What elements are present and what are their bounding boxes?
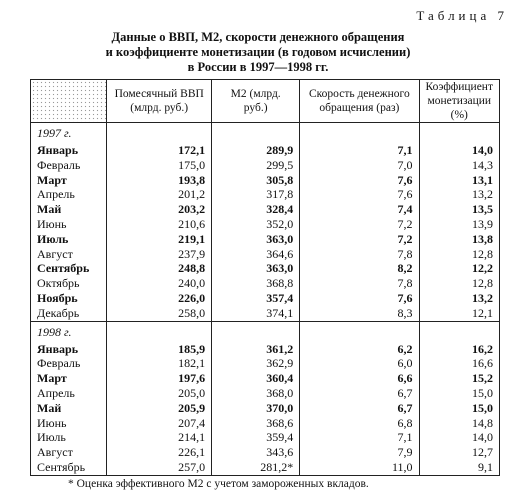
velocity-cell: 7,9 [300, 445, 419, 460]
table-row [31, 291, 500, 306]
month-cell: Июнь [31, 217, 107, 232]
m2-cell: 305,8 [212, 173, 300, 188]
m2-cell: 364,6 [212, 247, 300, 262]
empty-cell [212, 123, 300, 144]
title-line-1: Данные о ВВП, М2, скорости денежного обращения [111, 30, 405, 44]
velocity-cell: 7,6 [300, 291, 419, 306]
gdp-cell: 207,4 [107, 416, 212, 431]
velocity-cell: 6,8 [300, 416, 419, 431]
m2-cell: 299,5 [212, 158, 300, 173]
monetization-cell: 14,3 [419, 158, 499, 173]
monetization-column-header: Коэффициент монетизации (%) [419, 80, 499, 123]
month-cell: Октябрь [31, 276, 107, 291]
monetization-cell: 12,7 [419, 445, 499, 460]
monetization-cell: 13,2 [419, 291, 499, 306]
gdp-cell: 257,0 [107, 460, 212, 475]
month-cell: Январь [31, 342, 107, 357]
monetization-cell: 13,2 [419, 187, 499, 202]
m2-cell: 362,9 [212, 356, 300, 371]
gdp-cell: 172,1 [107, 143, 212, 158]
empty-cell [212, 321, 300, 342]
m2-cell: 363,0 [212, 261, 300, 276]
m2-cell: 368,8 [212, 276, 300, 291]
m2-cell: 363,0 [212, 232, 300, 247]
gdp-cell: 210,6 [107, 217, 212, 232]
m2-cell: 359,4 [212, 430, 300, 445]
empty-cell [107, 123, 212, 144]
monetization-cell: 13,5 [419, 202, 499, 217]
table-row [31, 143, 500, 158]
monetization-cell: 15,2 [419, 371, 499, 386]
velocity-cell: 7,1 [300, 430, 419, 445]
monetization-cell: 12,8 [419, 247, 499, 262]
month-cell: Январь [31, 143, 107, 158]
empty-cell [419, 123, 499, 144]
velocity-cell: 11,0 [300, 460, 419, 475]
m2-cell: 352,0 [212, 217, 300, 232]
velocity-cell: 7,4 [300, 202, 419, 217]
gdp-cell: 240,0 [107, 276, 212, 291]
year-label: 1997 г. [31, 123, 107, 144]
table-body [31, 123, 500, 476]
empty-cell [419, 321, 499, 342]
month-cell: Май [31, 202, 107, 217]
table-row [31, 276, 500, 291]
table-row [31, 158, 500, 173]
empty-cell [300, 123, 419, 144]
gdp-cell: 219,1 [107, 232, 212, 247]
gdp-column-header: Помесячный ВВП (млрд. руб.) [107, 80, 212, 123]
velocity-cell: 6,2 [300, 342, 419, 357]
velocity-cell: 6,7 [300, 401, 419, 416]
velocity-column-header: Скорость денежного обращения (раз) [300, 80, 419, 123]
table-row [31, 342, 500, 357]
month-cell: Март [31, 173, 107, 188]
table-row [31, 187, 500, 202]
year-row [31, 321, 500, 342]
month-cell: Апрель [31, 386, 107, 401]
title-line-3: в России в 1997—1998 гг. [187, 60, 329, 74]
month-cell: Сентябрь [31, 460, 107, 475]
gdp-cell: 193,8 [107, 173, 212, 188]
m2-cell: 368,0 [212, 386, 300, 401]
gdp-cell: 175,0 [107, 158, 212, 173]
m2-column-header: М2 (млрд. руб.) [212, 80, 300, 123]
year-row [31, 123, 500, 144]
velocity-cell: 7,6 [300, 187, 419, 202]
m2-cell: 343,6 [212, 445, 300, 460]
monetization-cell: 9,1 [419, 460, 499, 475]
table-row [31, 173, 500, 188]
month-cell: Май [31, 401, 107, 416]
table-row [31, 202, 500, 217]
monetization-cell: 14,0 [419, 430, 499, 445]
month-cell: Июнь [31, 416, 107, 431]
monetization-cell: 12,1 [419, 306, 499, 321]
data-table [30, 79, 500, 476]
table-row [31, 430, 500, 445]
table-row [31, 306, 500, 321]
empty-cell [300, 321, 419, 342]
gdp-cell: 226,1 [107, 445, 212, 460]
table-row [31, 232, 500, 247]
year-label: 1998 г. [31, 321, 107, 342]
table-row [31, 217, 500, 232]
velocity-cell: 6,7 [300, 386, 419, 401]
m2-cell: 328,4 [212, 202, 300, 217]
table-row [31, 356, 500, 371]
monetization-cell: 13,9 [419, 217, 499, 232]
gdp-cell: 237,9 [107, 247, 212, 262]
velocity-cell: 6,0 [300, 356, 419, 371]
m2-cell: 317,8 [212, 187, 300, 202]
m2-cell: 357,4 [212, 291, 300, 306]
velocity-cell: 6,6 [300, 371, 419, 386]
m2-cell: 374,1 [212, 306, 300, 321]
velocity-cell: 7,8 [300, 276, 419, 291]
month-cell: Апрель [31, 187, 107, 202]
monetization-cell: 15,0 [419, 386, 499, 401]
gdp-cell: 203,2 [107, 202, 212, 217]
velocity-cell: 7,8 [300, 247, 419, 262]
m2-cell: 360,4 [212, 371, 300, 386]
monetization-cell: 14,8 [419, 416, 499, 431]
m2-cell: 289,9 [212, 143, 300, 158]
footnote: * Оценка эффективного М2 с учетом замороженных вкладов. [68, 478, 369, 490]
velocity-cell: 8,2 [300, 261, 419, 276]
table-row [31, 261, 500, 276]
month-cell: Июль [31, 430, 107, 445]
table-row [31, 460, 500, 475]
month-cell: Февраль [31, 356, 107, 371]
month-cell: Март [31, 371, 107, 386]
empty-cell [107, 321, 212, 342]
gdp-cell: 214,1 [107, 430, 212, 445]
monetization-cell: 13,8 [419, 232, 499, 247]
velocity-cell: 7,6 [300, 173, 419, 188]
table-row [31, 401, 500, 416]
gdp-cell: 205,0 [107, 386, 212, 401]
monetization-cell: 12,2 [419, 261, 499, 276]
velocity-cell: 7,1 [300, 143, 419, 158]
velocity-cell: 7,2 [300, 217, 419, 232]
monetization-cell: 16,2 [419, 342, 499, 357]
m2-cell: 281,2* [212, 460, 300, 475]
gdp-cell: 258,0 [107, 306, 212, 321]
monetization-cell: 12,8 [419, 276, 499, 291]
gdp-cell: 201,2 [107, 187, 212, 202]
velocity-cell: 8,3 [300, 306, 419, 321]
month-cell: Ноябрь [31, 291, 107, 306]
table-row [31, 371, 500, 386]
velocity-cell: 7,0 [300, 158, 419, 173]
velocity-cell: 7,2 [300, 232, 419, 247]
month-column-header [31, 80, 107, 123]
month-cell: Июль [31, 232, 107, 247]
gdp-cell: 182,1 [107, 356, 212, 371]
m2-cell: 370,0 [212, 401, 300, 416]
table-row [31, 247, 500, 262]
gdp-cell: 248,8 [107, 261, 212, 276]
month-cell: Сентябрь [31, 261, 107, 276]
title-line-2: и коэффициенте монетизации (в годовом исчислении) [105, 45, 411, 59]
header-row [31, 80, 500, 123]
m2-cell: 361,2 [212, 342, 300, 357]
table-number-label: Таблица 7 [416, 8, 508, 23]
table-row [31, 416, 500, 431]
monetization-cell: 13,1 [419, 173, 499, 188]
table-row [31, 386, 500, 401]
monetization-cell: 15,0 [419, 401, 499, 416]
gdp-cell: 185,9 [107, 342, 212, 357]
gdp-cell: 205,9 [107, 401, 212, 416]
monetization-cell: 16,6 [419, 356, 499, 371]
month-cell: Август [31, 247, 107, 262]
gdp-cell: 197,6 [107, 371, 212, 386]
table-title [0, 30, 516, 75]
month-cell: Август [31, 445, 107, 460]
m2-cell: 368,6 [212, 416, 300, 431]
month-cell: Февраль [31, 158, 107, 173]
gdp-cell: 226,0 [107, 291, 212, 306]
monetization-cell: 14,0 [419, 143, 499, 158]
month-cell: Декабрь [31, 306, 107, 321]
table-row [31, 445, 500, 460]
